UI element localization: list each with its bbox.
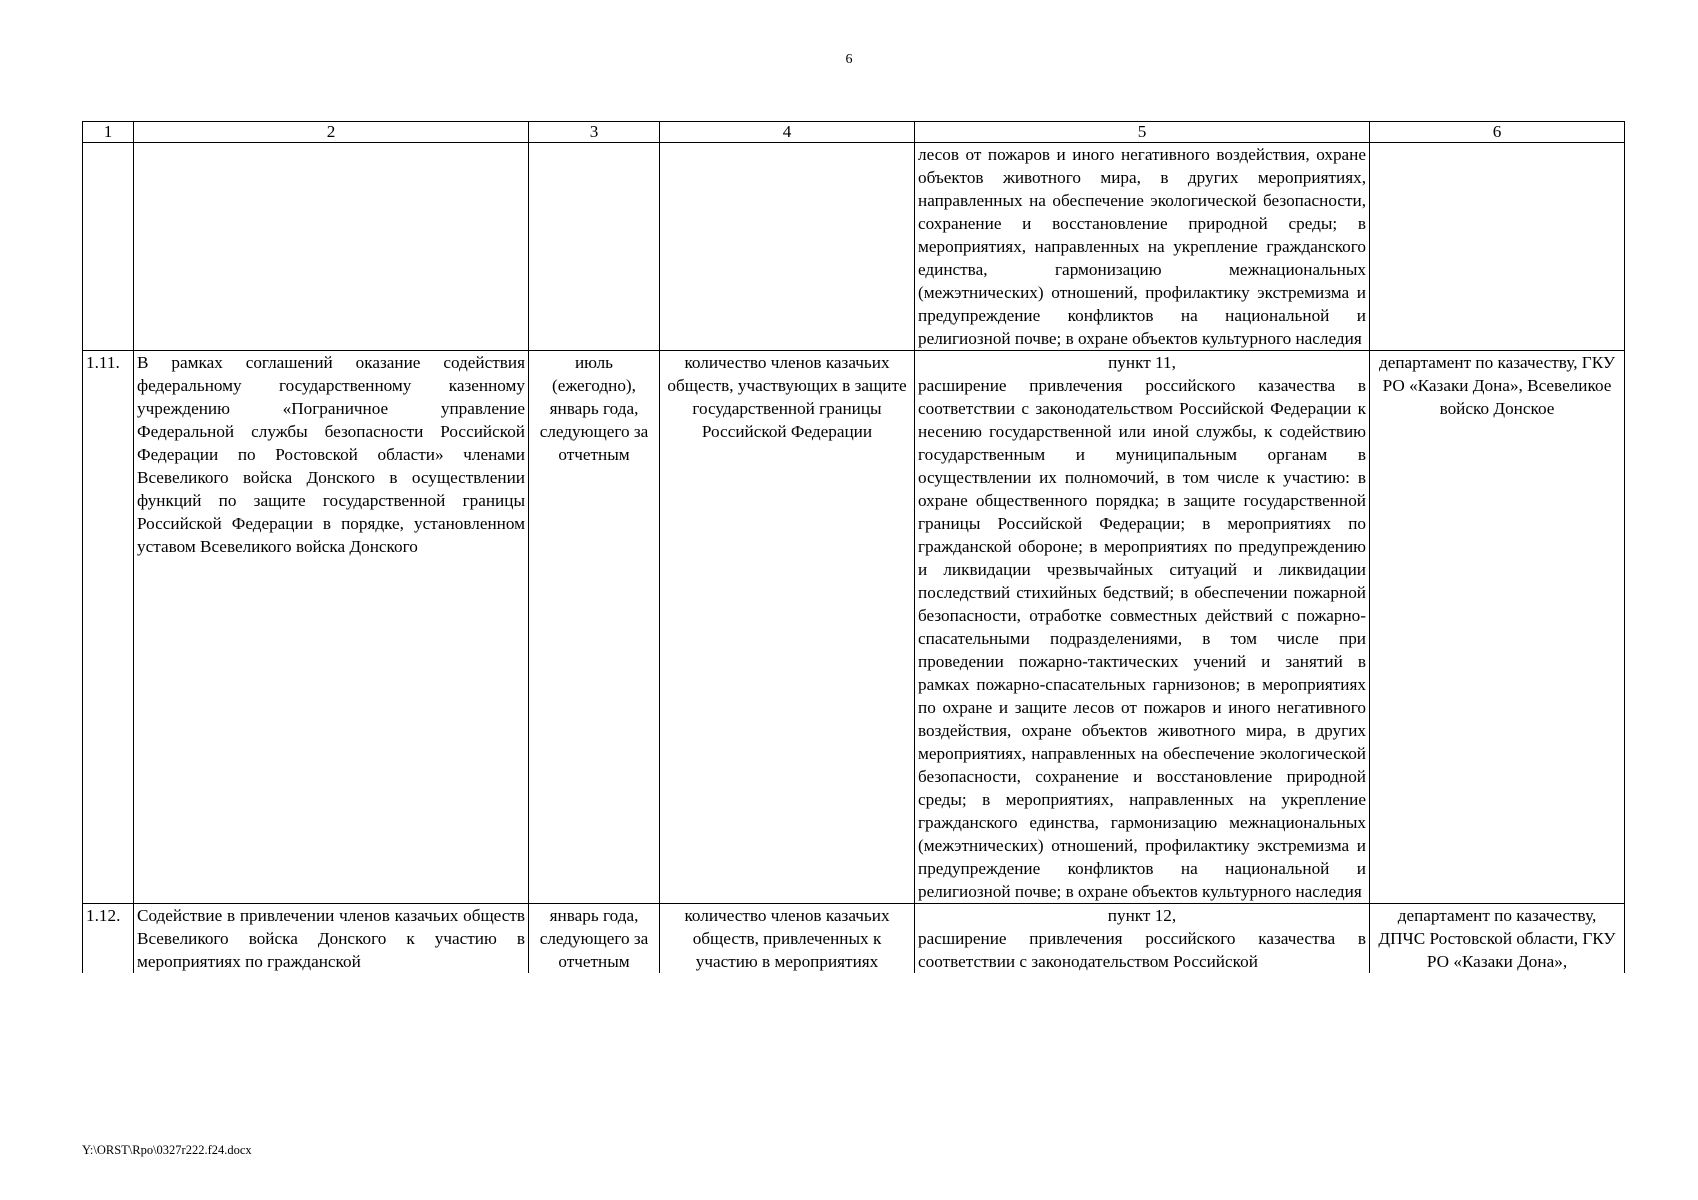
empty-cell xyxy=(134,143,529,351)
empty-cell xyxy=(83,143,134,351)
goal-text-cell: лесов от пожаров и иного негативного воздействия, охране объектов животного мира, в других мероприятиях, направленных на обеспечение экологической безопасности, сохранение и восстановление природной среды; в мероприятиях, направленных на укрепление гражданского единства, гармонизацию межнациональных (межэтнических) отношений, профилактику экстремизма и предупреждение конфликтов на национальной и религиозной почве; в охране объектов культурного наследия xyxy=(915,143,1370,351)
empty-cell xyxy=(1370,143,1625,351)
term-cell: июль (ежегодно), январь года, следующего за отчетным xyxy=(529,351,660,904)
activities-table xyxy=(82,121,1625,973)
goal-point: пункт 12, xyxy=(1107,906,1177,925)
header-cell: 3 xyxy=(529,122,660,143)
table-row xyxy=(83,351,1625,904)
table-row-continuation xyxy=(83,143,1625,351)
executors-cell: департамент по казачеству, ДПЧС Ростовской области, ГКУ РО «Казаки Дона», xyxy=(1370,904,1625,974)
header-cell: 4 xyxy=(660,122,915,143)
header-cell: 5 xyxy=(915,122,1370,143)
term-cell: январь года, следующего за отчетным xyxy=(529,904,660,974)
activity-description-cell: В рамках соглашений оказание содействия федеральному государственному казенному учреждению «Пограничное управление Федеральной службы безопасности Российской Федерации по Ростовской области» членами Всевеликого войска Донского в осуществлении функций по защите государственной границы Российской Федерации в порядке, установленном уставом Всевеликого войска Донского xyxy=(134,351,529,904)
indicator-cell: количество членов казачьих обществ, участвующих в защите государственной границы Российской Федерации xyxy=(660,351,915,904)
executors-cell: департамент по казачеству, ГКУ РО «Казаки Дона», Всевеликое войско Донское xyxy=(1370,351,1625,904)
goal-text: расширение привлечения российского казачества в соответствии с законодательством Российской xyxy=(918,929,1366,971)
activity-description-cell: Содействие в привлечении членов казачьих обществ Всевеликого войска Донского к участию в мероприятиях по гражданской xyxy=(134,904,529,974)
table-header-row xyxy=(83,122,1625,143)
header-cell: 1 xyxy=(83,122,134,143)
table-row xyxy=(83,904,1625,974)
file-path-footer: Y:\ORST\Rpo\0327r222.f24.docx xyxy=(82,1143,252,1157)
goal-point: пункт 11, xyxy=(1108,353,1176,372)
row-number-cell: 1.11. xyxy=(83,351,134,904)
empty-cell xyxy=(529,143,660,351)
goal-cell xyxy=(915,904,1370,974)
goal-cell xyxy=(915,351,1370,904)
header-cell: 2 xyxy=(134,122,529,143)
page-number: 6 xyxy=(845,52,853,67)
goal-text: расширение привлечения российского казачества в соответствии с законодательством Российской Федерации к несению государственной или иной службы, к содействию государственным и муниципальным органам в осуществлении их полномочий, в том числе к участию: в охране общественного порядка; в защите государственной границы Российской Федерации; в мероприятиях по гражданской обороне; в мероприятиях по предупреждению и ликвидации чрезвычайных ситуаций и ликвидации последствий стихийных бедствий; в обеспечении пожарной безопасности, отработке совместных действий с пожарно-спасательными подразделениями, в том числе при проведении пожарно-тактических учений и занятий в рамках пожарно-спасательных гарнизонов; в мероприятиях по охране и защите лесов от пожаров и иного негативного воздействия, охране объектов животного мира, в других мероприятиях, направленных на обеспечение экологической безопасности, сохранение и восстановление природной среды; в мероприятиях, направленных на укрепление гражданского единства, гармонизацию межнациональных (межэтнических) отношений, профилактику экстремизма и предупреждение конфликтов на национальной и религиозной почве; в охране объектов культурного наследия xyxy=(918,376,1366,901)
empty-cell xyxy=(660,143,915,351)
row-number-cell: 1.12. xyxy=(83,904,134,974)
indicator-cell: количество членов казачьих обществ, привлеченных к участию в мероприятиях xyxy=(660,904,915,974)
header-cell: 6 xyxy=(1370,122,1625,143)
